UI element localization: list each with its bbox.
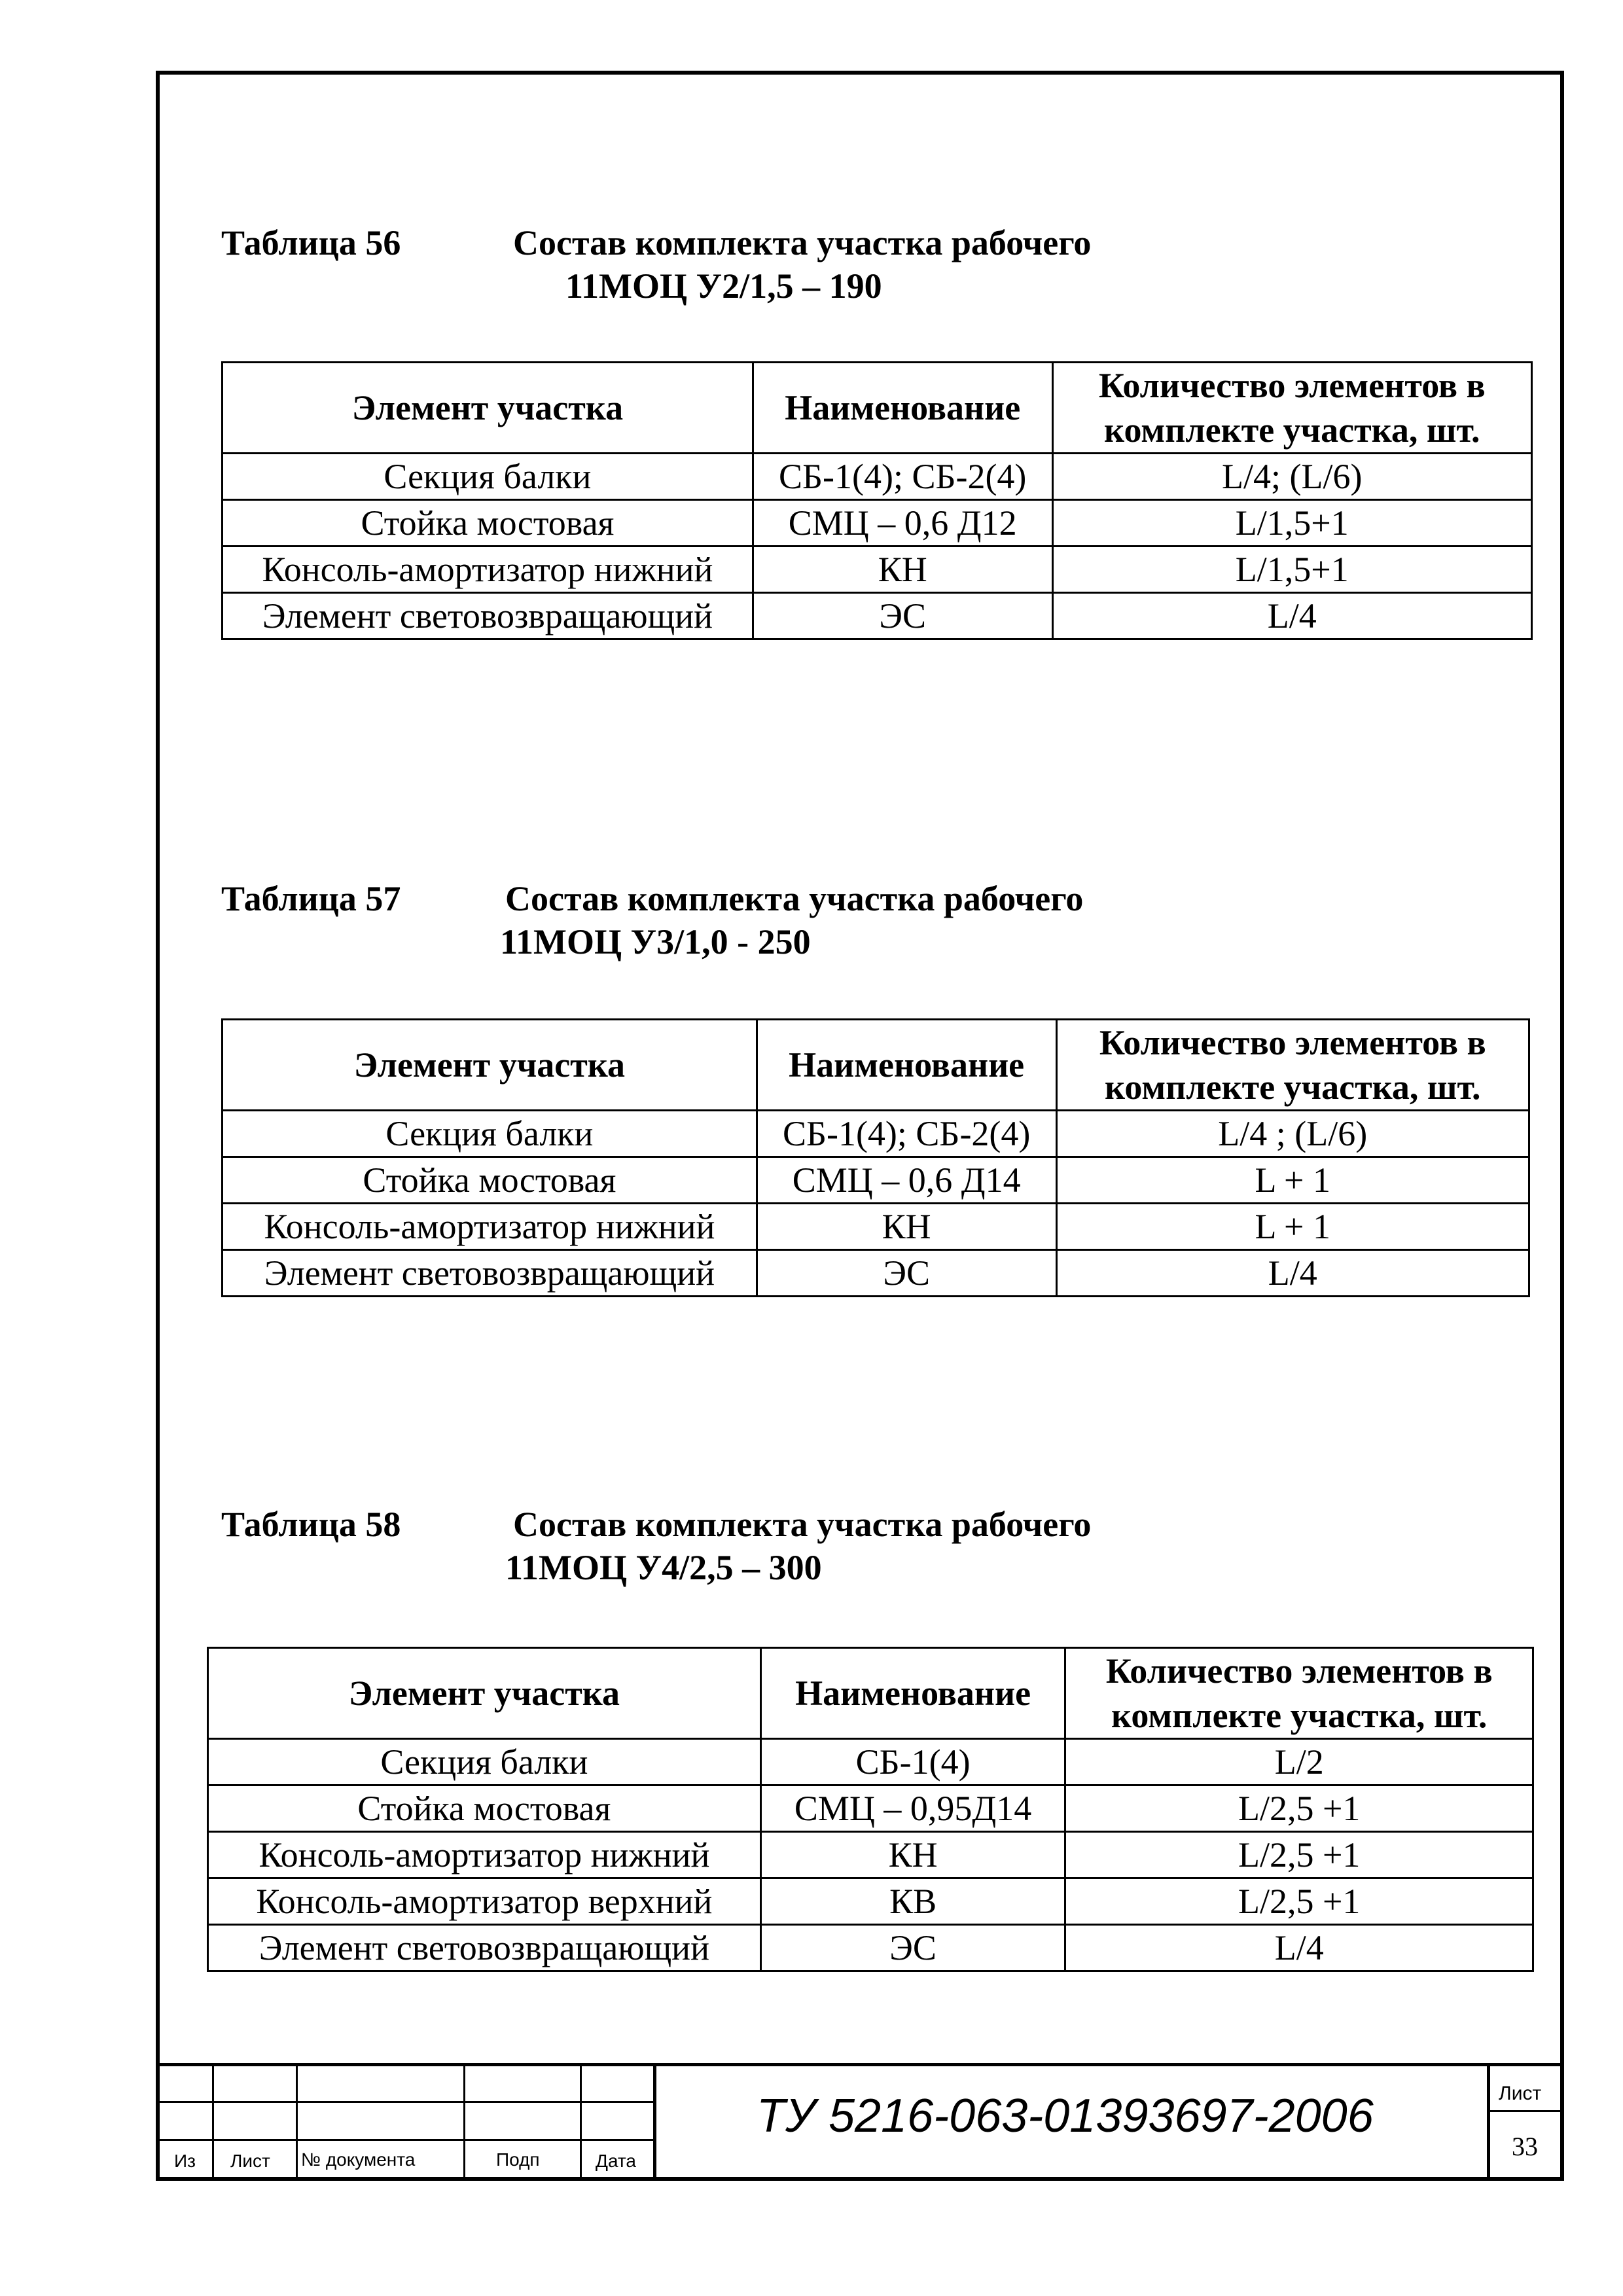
stamp-col-line bbox=[1487, 2063, 1490, 2181]
table-row bbox=[208, 1878, 1533, 1925]
table-subtitle: 11МОЦ У2/1,5 – 190 bbox=[565, 266, 882, 306]
table-header-row bbox=[208, 1648, 1533, 1739]
cell-quantity: L/2,5 +1 bbox=[1065, 1878, 1533, 1925]
cell-element: Элемент световозвращающий bbox=[223, 593, 753, 639]
stamp-sheet-line bbox=[1487, 2110, 1564, 2112]
stamp-col-line bbox=[653, 2063, 656, 2181]
cell-name: СБ-1(4); СБ-2(4) bbox=[753, 454, 1052, 500]
stamp-col-line bbox=[580, 2063, 582, 2181]
cell-quantity: L + 1 bbox=[1056, 1204, 1529, 1250]
table-number: Таблица 58 bbox=[221, 1505, 401, 1544]
header-element: Элемент участка bbox=[208, 1648, 761, 1739]
table-subtitle: 11МОЦ У4/2,5 – 300 bbox=[505, 1548, 822, 1587]
table-row bbox=[208, 1925, 1533, 1971]
header-name: Наименование bbox=[753, 363, 1052, 454]
table-row bbox=[223, 1250, 1529, 1297]
header-element: Элемент участка bbox=[223, 363, 753, 454]
table-row bbox=[223, 547, 1532, 593]
stamp-row-line bbox=[156, 2139, 653, 2141]
stamp-label-list: Лист bbox=[230, 2151, 270, 2171]
cell-element: Секция балки bbox=[223, 1111, 757, 1157]
stamp-label-data: Дата bbox=[596, 2151, 637, 2171]
cell-element: Элемент световозвращающий bbox=[208, 1925, 761, 1971]
table-row bbox=[223, 454, 1532, 500]
cell-name: КН bbox=[757, 1204, 1056, 1250]
table-row bbox=[223, 593, 1532, 639]
spec-table bbox=[207, 1647, 1534, 1972]
cell-quantity: L/2,5 +1 bbox=[1065, 1832, 1533, 1878]
table-row bbox=[208, 1785, 1533, 1832]
stamp-label-podp: Подп bbox=[496, 2149, 540, 2170]
header-quantity: Количество элементов в комплекте участка, шт. bbox=[1052, 363, 1531, 454]
title-block bbox=[156, 2063, 1564, 2181]
header-quantity: Количество элементов в комплекте участка, шт. bbox=[1065, 1648, 1533, 1739]
table-number: Таблица 56 bbox=[221, 223, 401, 262]
cell-element: Консоль-амортизатор верхний bbox=[208, 1878, 761, 1925]
cell-name: СБ-1(4) bbox=[760, 1739, 1065, 1785]
cell-name: СБ-1(4); СБ-2(4) bbox=[757, 1111, 1056, 1157]
cell-quantity: L + 1 bbox=[1056, 1157, 1529, 1204]
table-header-row bbox=[223, 1020, 1529, 1111]
spec-table bbox=[221, 361, 1533, 640]
cell-element: Секция балки bbox=[223, 454, 753, 500]
spec-table bbox=[221, 1018, 1530, 1297]
cell-name: ЭС bbox=[757, 1250, 1056, 1297]
table-row bbox=[208, 1832, 1533, 1878]
cell-quantity: L/4 bbox=[1056, 1250, 1529, 1297]
cell-name: СМЦ – 0,6 Д14 bbox=[757, 1157, 1056, 1204]
cell-element: Стойка мостовая bbox=[208, 1785, 761, 1832]
cell-name: КН bbox=[760, 1832, 1065, 1878]
sheet-label: Лист bbox=[1499, 2083, 1542, 2104]
cell-element: Стойка мостовая bbox=[223, 500, 753, 547]
table-row bbox=[223, 1111, 1529, 1157]
cell-element: Консоль-амортизатор нижний bbox=[208, 1832, 761, 1878]
cell-name: ЭС bbox=[760, 1925, 1065, 1971]
cell-quantity: L/4; (L/6) bbox=[1052, 454, 1531, 500]
stamp-top-line bbox=[156, 2063, 1564, 2066]
stamp-col-line bbox=[296, 2063, 298, 2181]
header-quantity: Количество элементов в комплекте участка, шт. bbox=[1056, 1020, 1529, 1111]
table-row bbox=[208, 1739, 1533, 1785]
cell-name: ЭС bbox=[753, 593, 1052, 639]
table-title: Состав комплекта участка рабочего bbox=[505, 879, 1084, 918]
cell-quantity: L/2 bbox=[1065, 1739, 1533, 1785]
cell-element: Консоль-амортизатор нижний bbox=[223, 547, 753, 593]
table-header-row bbox=[223, 363, 1532, 454]
stamp-col-line bbox=[212, 2063, 214, 2181]
cell-quantity: L/1,5+1 bbox=[1052, 500, 1531, 547]
table-number: Таблица 57 bbox=[221, 879, 401, 918]
header-name: Наименование bbox=[760, 1648, 1065, 1739]
cell-name: СМЦ – 0,95Д14 bbox=[760, 1785, 1065, 1832]
stamp-label-doc: № документа bbox=[301, 2149, 416, 2170]
cell-element: Стойка мостовая bbox=[223, 1157, 757, 1204]
table-row bbox=[223, 500, 1532, 547]
cell-quantity: L/1,5+1 bbox=[1052, 547, 1531, 593]
cell-element: Элемент световозвращающий bbox=[223, 1250, 757, 1297]
table-subtitle: 11МОЦ У3/1,0 - 250 bbox=[500, 922, 811, 961]
cell-name: КВ bbox=[760, 1878, 1065, 1925]
table-row bbox=[223, 1204, 1529, 1250]
cell-quantity: L/4 ; (L/6) bbox=[1056, 1111, 1529, 1157]
stamp-row-line bbox=[156, 2101, 653, 2103]
header-element: Элемент участка bbox=[223, 1020, 757, 1111]
cell-name: КН bbox=[753, 547, 1052, 593]
cell-element: Секция балки bbox=[208, 1739, 761, 1785]
document-number: ТУ 5216-063-01393697-2006 bbox=[757, 2090, 1374, 2142]
sheet-number: 33 bbox=[1512, 2132, 1538, 2161]
stamp-label-iz: Из bbox=[174, 2151, 196, 2171]
header-name: Наименование bbox=[757, 1020, 1056, 1111]
cell-quantity: L/4 bbox=[1065, 1925, 1533, 1971]
cell-name: СМЦ – 0,6 Д12 bbox=[753, 500, 1052, 547]
table-title: Состав комплекта участка рабочего bbox=[513, 223, 1092, 262]
cell-quantity: L/4 bbox=[1052, 593, 1531, 639]
stamp-col-line bbox=[463, 2063, 465, 2181]
table-row bbox=[223, 1157, 1529, 1204]
cell-quantity: L/2,5 +1 bbox=[1065, 1785, 1533, 1832]
table-title: Состав комплекта участка рабочего bbox=[513, 1505, 1092, 1544]
cell-element: Консоль-амортизатор нижний bbox=[223, 1204, 757, 1250]
